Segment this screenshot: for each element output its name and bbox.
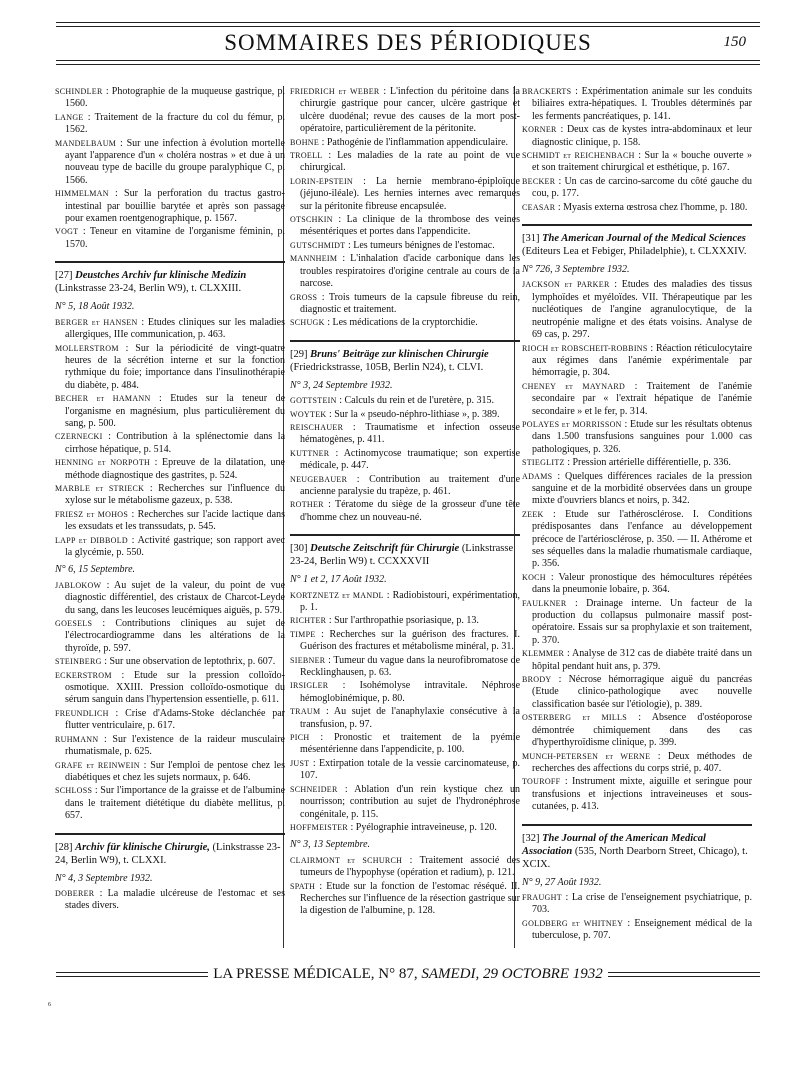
entry-author: GROSS <box>290 292 318 302</box>
entry <box>55 86 285 111</box>
entry-author: OSTERBERG et MILLS <box>522 713 627 723</box>
journal-info: (Linkstrasse 23-24, Berlin W9) t. CCXXXVII <box>290 543 514 568</box>
entry-list <box>290 86 520 330</box>
journal-title: The American Journal of the Medical Sciences <box>542 233 746 245</box>
entry-author: MARBLE et STRIECK <box>55 483 145 493</box>
entry-author: GOTTSTEIN <box>290 396 337 406</box>
entry-text: : L'infection du péritoine dans la chirurgie gastrique pour cancer, ulcère gastrique et ulcère duodénal; revue des causes de la mort post-opératoire, particulièrement de la péritonite. <box>300 86 520 135</box>
entry <box>55 535 285 560</box>
entry <box>290 317 520 329</box>
journal-title: Archiv für klinische Chirurgie, <box>75 841 210 853</box>
entry-author: LANGE <box>55 112 84 122</box>
entry <box>290 784 520 821</box>
journal-number: [30] <box>290 543 308 555</box>
footer-text <box>210 966 606 983</box>
entry-text: : Activité gastrique; son rapport avec la glycémie, p. 550. <box>65 534 285 558</box>
entry-text: : Traitement associé des tumeurs de l'hypophyse (opération et radium), p. 121. <box>300 854 521 879</box>
entry <box>522 572 752 597</box>
entry <box>55 226 285 251</box>
entry-text: : Radiobistouri, expérimentation, p. 1. <box>300 589 521 613</box>
entry-author: MANDELBAUM <box>55 138 117 148</box>
journal-number: [31] <box>522 233 540 245</box>
footer-date: SAMEDI, 29 OCTOBRE 1932 <box>421 966 603 982</box>
entry-text: : Trois tumeurs de la capsule fibreuse du rein, diagnostic et traitement. <box>300 291 521 315</box>
entry <box>55 888 285 913</box>
corner-mark: 6 <box>48 1002 51 1008</box>
entry <box>55 785 285 822</box>
entry-author: TROELL <box>290 151 323 161</box>
issue-heading: N° 6, 15 Septembre. <box>55 564 136 576</box>
entry-list <box>290 590 520 835</box>
entry-author: VOGT <box>55 227 79 237</box>
entry-text: : Isohémolyse intravitale. Néphrose hémoglobinémique, p. 80. <box>300 680 521 704</box>
entry-list <box>55 580 285 823</box>
entry-text: : Sur l'existence de la raideur musculaire rhumatismale, p. 625. <box>65 733 285 758</box>
journal-heading <box>55 261 285 295</box>
entry <box>55 618 285 655</box>
entry-text: : Deux méthodes de recherches des affections du corps strié, p. 407. <box>532 750 753 774</box>
entry-text: : Actinomycose traumatique; son expertise médicale, p. 447. <box>300 447 521 472</box>
entry-text: : Les maladies de la rate au point de vue chirurgical. <box>300 150 521 174</box>
journal-number: [32] <box>522 832 540 844</box>
journal-title: The Journal of the American Medical Association <box>522 832 706 857</box>
entry <box>290 474 520 499</box>
entry <box>522 457 752 469</box>
entry <box>290 137 520 149</box>
entry-text: : Deux cas de kystes intra-abdominaux et leur diagnostic clinique, p. 158. <box>532 124 753 148</box>
entry-author: JUST <box>290 758 310 768</box>
journal-title: Deutsche Zeitschrift für Chirurgie <box>310 543 460 555</box>
entry <box>522 648 752 673</box>
entry-text: : Les tumeurs bénignes de l'estomac. <box>347 239 495 251</box>
journal-heading <box>522 824 752 871</box>
entry-author: FRAUGHT <box>522 892 562 902</box>
entry-author: HOFFMEISTER <box>290 822 348 832</box>
entry-author: STIEGLITZ <box>522 458 565 468</box>
entry-text: : Ablation d'un rein kystique chez un nourrisson; contribution au sujet de l'hydronéphrose congénitale, p. 115. <box>300 783 520 820</box>
entry-author: RIOCH et ROBSCHEIT-ROBBINS <box>522 343 648 353</box>
entry-author: BOHNE <box>290 137 320 147</box>
entry-author: BERGER et HANSEN <box>55 317 138 327</box>
entry-text: : Contributions cliniques au sujet de l'électrocardiogramme dans les altérations de la thyroïde, p. 597. <box>65 618 285 654</box>
issue-heading: N° 4, 3 Septembre 1932. <box>55 872 153 884</box>
entry-text: : Calculs du rein et de l'uretère, p. 315. <box>339 395 495 407</box>
issue-heading: N° 726, 3 Septembre 1932. <box>522 264 630 276</box>
entry-author: MANNHEIM <box>290 254 338 264</box>
journal-heading <box>290 340 520 374</box>
footer-rule <box>608 972 760 973</box>
entry-text: : Traitement de la fracture du col du fémur, p. 1562. <box>65 111 286 136</box>
entry-text: : Etude sur l'athérosclérose. I. Conditions prédisposantes dans l'enfance au développement précoce de l'artériosclérose, p. 350. — II. Athérome et ses séquelles dans la maladie rhumatismale cardiaque, p. 356. <box>532 508 753 570</box>
issue-heading: N° 5, 18 Août 1932. <box>55 301 135 313</box>
journal-title: Bruns' Beiträge zur klinischen Chirurgie <box>310 348 489 360</box>
entry-author: SIEBNER <box>290 655 326 665</box>
entry <box>522 712 752 749</box>
entry-author: BECHER et HAMANN <box>55 394 151 404</box>
entry-author: ADAMS <box>522 471 553 481</box>
entry-text: : Quelques différences raciales de la pression sanguine et de la morbidité observées dans un groupe mixte d'ouvriers blancs et noirs, p. 342. <box>532 470 752 507</box>
entry <box>290 855 520 880</box>
entry-text: : Etude sur les résultats obtenus dans 1.500 transfusions sanguines pour 1.000 cas pathologiques, p. 326. <box>532 418 753 455</box>
entry-author: BRODY <box>522 675 552 685</box>
entry <box>522 509 752 571</box>
entry-text: : Tumeur du vague dans la neurofibromatose de Recklinghausen, p. 63. <box>300 654 521 679</box>
journal-info: (Linkstrasse 23-24, Berlin W9), t. CLXXIII. <box>55 283 242 295</box>
entry-text: : Etudes sur la teneur de l'organisme en magnésium, plus particulièrement du sang, p. 500. <box>65 393 286 429</box>
entry <box>522 343 752 380</box>
journal-heading <box>55 833 285 867</box>
entry <box>522 918 752 943</box>
entry <box>55 509 285 534</box>
entry-author: KLEMMER <box>522 649 565 659</box>
entry-text: : Contribution au traitement d'une ancienne paralysie du trapèze, p. 461. <box>300 473 521 497</box>
entry-author: GOLDBERG et WHITNEY <box>522 918 624 928</box>
entry <box>55 431 285 456</box>
entry-author: SCHUGK <box>290 318 325 328</box>
entry <box>290 422 520 447</box>
journal-number: [28] <box>55 841 73 853</box>
journal-number: [27] <box>55 270 73 282</box>
footer-issue: N° 87, <box>378 966 418 982</box>
entry-author: TRAUM <box>290 707 321 717</box>
header-rule <box>56 64 760 65</box>
entry-author: SCHMIDT et REICHENBACH <box>522 151 635 161</box>
entry <box>290 150 520 175</box>
entry <box>522 674 752 711</box>
entry-text: : La clinique de la thrombose des veines mésentériques et portes dans l'appendicite. <box>300 214 520 238</box>
page-title: SOMMAIRES DES PÉRIODIQUES <box>224 30 592 55</box>
journal-info: (535, North Dearborn Street, Chicago), t. XCIX. <box>522 845 748 870</box>
issue-heading: N° 3, 24 Septembre 1932. <box>290 379 393 391</box>
entry <box>290 253 520 290</box>
footer-rule <box>56 976 208 977</box>
entry-author: KORNER <box>522 125 557 135</box>
entry <box>522 471 752 508</box>
entry-author: LAPP et DIBBOLD <box>55 535 128 545</box>
entry <box>55 457 285 482</box>
entry-text: : Sur l'importance de la graisse et de l'albumine dans le traitement diététique du diabète mellitus, p. 657. <box>65 785 286 822</box>
entry <box>522 176 752 201</box>
footer-rule <box>56 972 208 973</box>
entry-text: : Etudes des maladies des tissus lymphoïdes et myéloïdes. VII. Thérapeutique par les nucléotiques de l'angine agranulocytique, de la neutropénie maligne et des états voisins. Analyse de 69 cas, p. 297. <box>532 279 752 341</box>
entry-author: FAULKNER <box>522 598 567 608</box>
entry-author: KUTTNER <box>290 448 330 458</box>
entry-author: CHENEY et MAYNARD <box>522 381 626 391</box>
entry-text: : Instrument mixte, aiguille et seringue pour transfusions et injections intraveineuses et sous-cutanées, p. 413. <box>532 776 753 813</box>
entry-author: STEINBERG <box>55 657 102 667</box>
entry-author: FREUNDLICH <box>55 708 109 718</box>
entry <box>522 419 752 456</box>
issue-heading: N° 1 et 2, 17 Août 1932. <box>290 574 387 586</box>
entry-text: : Sur l'emploi de pentose chez les diabétiques et chez les sujets normaux, p. 646. <box>65 759 286 783</box>
entry-text: : Sur la « bouche ouverte » et son traitement chirurgical et esthétique, p. 167. <box>532 150 753 174</box>
entry-text: : Un cas de carcino-sarcome du côté gauche du cou, p. 177. <box>532 175 752 200</box>
journal-info: (Editeurs Lea et Febiger, Philadelphie), t. CLXXXIV. <box>522 246 747 258</box>
entry-author: KORTZNETZ et MANDL <box>290 590 384 600</box>
entry-author: CEASAR <box>522 202 556 212</box>
entry-author: JABLOKOW <box>55 580 102 590</box>
entry-text: : Absence d'ostéoporose démontrée chimiquement dans des cas d'hyperthyroïdisme clinique, p. 399. <box>532 712 753 749</box>
entry-text: : Nécrose hémorragique aiguë du pancréas (Etude clinico-pathologique avec nouvelle classification basée sur l'étiologie), p. 389. <box>532 674 753 710</box>
entry-text: : Pathogénie de l'inflammation appendiculaire. <box>321 136 509 148</box>
journal-heading <box>522 224 752 258</box>
entry-text: : Drainage interne. Un facteur de la production du collapsus pulmonaire massif post-opératoire. Essais sur sa prophylaxie et son traitement, p. 370. <box>532 597 753 646</box>
journal-info: (Linkstrasse 23-24, Berlin W9), t. CLXXI. <box>55 841 281 866</box>
entry-author: SCHINDLER <box>55 87 103 96</box>
entry-text: : Enseignement médical de la tuberculose, p. 707. <box>532 917 753 942</box>
entry-author: GRAFE et REINWEIN <box>55 760 140 770</box>
entry-text: : Réaction réticulocytaire aux régimes dans l'anémie expérimentale par hémorragie, p. 304. <box>532 342 753 379</box>
entry-author: SPATH <box>290 881 316 891</box>
entry-text: : L'inhalation d'acide carbonique dans les troubles respiratoires d'origine centrale au cours de la narcose. <box>300 253 521 290</box>
entry-text: : Les médications de la cryptorchidie. <box>327 317 478 329</box>
entry <box>522 150 752 175</box>
entry <box>290 706 520 731</box>
entry-author: LORIN-EPSTEIN <box>290 176 354 186</box>
entry-author: MOLLERSTROM <box>55 343 119 353</box>
entry-text: : Epreuve de la dilatation, une méthode diagnostique des gastrites, p. 524. <box>65 457 285 481</box>
footer-rule <box>608 976 760 977</box>
entry-author: REISCHAUER <box>290 422 344 432</box>
entry-text: : Pronostic et traitement de la pyémie mésentérienne dans l'appendicite, p. 100. <box>300 732 521 756</box>
entry-text: : Sur la « pseudo-néphro-lithiase », p. 389. <box>328 408 500 420</box>
entry-text: : Sur une observation de leptothrix, p. 607. <box>104 656 276 668</box>
entry <box>522 751 752 776</box>
entry-text: : Recherches sur l'influence du xylose sur le métabolisme gazeux, p. 538. <box>65 482 285 507</box>
entry-list <box>290 395 520 524</box>
entry <box>55 483 285 508</box>
entry-author: POLAYES et MORRISSON <box>522 419 622 429</box>
entry <box>55 393 285 430</box>
entry <box>522 202 752 214</box>
issue-heading: N° 3, 13 Septembre. <box>290 839 371 851</box>
entry-text: : Teneur en vitamine de l'organisme féminin, p. 1570. <box>65 226 285 250</box>
entry-text: : Contribution à la splénectomie dans la cirrhose hépatique, p. 514. <box>65 431 286 455</box>
entry-author: HIMMELMAN <box>55 189 109 199</box>
entry-author: TOUROFF <box>522 777 561 787</box>
entry <box>290 499 520 524</box>
entry <box>522 124 752 149</box>
entry-author: RUHMANN <box>55 734 99 744</box>
entry-author: SCHLOSS <box>55 786 93 796</box>
entry <box>290 292 520 317</box>
entry-author: ECKERSTROM <box>55 670 112 680</box>
entry-text: : Au sujet de la valeur, du point de vue diagnostic différentiel, des cristaux de Charcot-Leyde du sang, dans les leucoses leucémiques aiguës, p. 579. <box>65 579 286 616</box>
entry-text: : Myasis externa œstrosa chez l'homme, p. 180. <box>557 201 748 213</box>
entry-text: : Au sujet de l'anaphylaxie consécutive à la transfusion, p. 97. <box>300 706 520 730</box>
entry-author: FRIESZ et MOHOS <box>55 509 129 519</box>
entry-text: : Traitement de l'anémie secondaire par « l'extrait hépatique de l'anémie secondaire » et le fer, p. 314. <box>532 380 752 417</box>
entry-text: : Sur la périodicité de vingt-quatre heures de la sécrétion interne et sur la fonction rythmique du foie; importance dans l'insulinothérapie du diabète, p. 484. <box>65 342 285 391</box>
entry-list <box>290 855 520 918</box>
page-header <box>56 20 760 64</box>
entry <box>290 758 520 783</box>
entry-author: NEUGEBAUER <box>290 474 348 484</box>
entry-text: : Expérimentation animale sur les conduits biliaires extra-hépatiques. I. Troubles déterminés par les ferments pancréatiques, p. 141. <box>532 86 753 122</box>
entry <box>290 448 520 473</box>
entry-text: : Recherches sur la guérison des fractures. I. Guérison des fractures et métabolisme minéral, p. 31. <box>300 628 520 653</box>
entry <box>522 892 752 917</box>
entry-text: : Photographie de la muqueuse gastrique, p. 1560. <box>65 86 286 110</box>
entry-author: BRACKERTS <box>522 87 572 96</box>
entry <box>290 590 520 615</box>
entry-author: GUTSCHMIDT <box>290 240 346 250</box>
entry-author: ROTHER <box>290 500 324 510</box>
entry-text: : Traumatisme et infection osseuse hématogènes, p. 411. <box>300 421 520 446</box>
entry-author: DOBERER <box>55 888 95 898</box>
entry <box>522 279 752 341</box>
entry <box>55 343 285 393</box>
entry <box>290 395 520 407</box>
entry-text: : Analyse de 312 cas de diabète traité dans un hôpital pendant huit ans, p. 379. <box>532 648 753 672</box>
entry-author: OTSCHKIN <box>290 215 333 225</box>
page-number: 150 <box>723 34 746 50</box>
entry-author: ZEEK <box>522 509 544 519</box>
footer-journal: LA PRESSE MÉDICALE, <box>213 966 375 982</box>
issue-heading: N° 9, 27 Août 1932. <box>522 876 602 888</box>
entry-text: : Etude sur la pression colloïdo-osmotique. XXIII. Pression colloïdo-osmotique du sérum sanguin dans l'hypertension essentielle, p. 611. <box>65 669 285 706</box>
entry <box>290 680 520 705</box>
entry-text: : Extirpation totale de la vessie carcinomateuse, p. 107. <box>300 757 521 782</box>
entry-author: IRSIGLER <box>290 681 329 691</box>
entry-text: : Sur la perforation du tractus gastro-intestinal par bouillie barytée et après son passage pour examen roentgenographique, p. 1567. <box>65 188 286 225</box>
entry <box>290 629 520 654</box>
entry <box>290 176 520 213</box>
entry-author: WOYTEK <box>290 409 327 419</box>
entry <box>290 822 520 834</box>
entry-author: TIMPE <box>290 629 316 639</box>
entry-author: BECKER <box>522 176 556 186</box>
entry-text: : Sur l'arthropathie psoriasique, p. 13. <box>328 615 479 627</box>
journal-info: (Friedrickstrasse, 105B, Berlin N24), t. CLVI. <box>290 361 484 373</box>
entry-author: CLAIRMONT et SCHURCH <box>290 855 403 865</box>
entry <box>290 86 520 136</box>
entry-text: : Sur une infection à évolution mortelle ayant l'apparence d'un « choléra nostras » et due à un nouveau type de bacille du groupe paralyphique C, p. 1566. <box>65 137 285 186</box>
entry-text: : La crise de l'enseignement psychiatrique, p. 703. <box>532 891 752 916</box>
journal-number: [29] <box>290 348 308 360</box>
entry-text: : Valeur pronostique des hémocultures répétées dans la pneumonie lobaire, p. 364. <box>532 571 752 596</box>
entry-text: : Etude sur la fonction de l'estomac réséqué. II. Recherches sur l'influence de la résection gastrique sur la digestion de l'albumine, p. 128. <box>300 880 520 917</box>
entry-author: GOESELS <box>55 619 93 629</box>
entry-text: : Etudes cliniques sur les maladies allergiques, IIIe communication, p. 463. <box>65 316 285 341</box>
page-footer <box>56 966 760 986</box>
entry-author: HENNING et NORPOTH <box>55 458 151 468</box>
entry-text: : Tératome du siège de la grosseur d'une tête d'homme chez un nouveau-né. <box>300 499 520 523</box>
entry-text: : La maladie ulcéreuse de l'estomac et ses stades divers. <box>65 887 285 912</box>
entry <box>55 580 285 617</box>
entry-text: : Crise d'Adams-Stoke déclanchée par flutter ventriculaire, p. 617. <box>65 707 286 732</box>
entry-author: CZERNECKI <box>55 432 103 442</box>
entry-list <box>55 888 285 913</box>
column-3 <box>522 86 752 944</box>
entry-list <box>522 86 752 214</box>
journal-heading <box>290 534 520 568</box>
entry <box>55 138 285 188</box>
entry-text: : Pression artérielle différentielle, p. 336. <box>567 457 731 469</box>
entry <box>290 732 520 757</box>
entry-author: PICH <box>290 733 310 743</box>
entry <box>522 598 752 648</box>
entry <box>290 409 520 421</box>
entry-author: SCHNEIDER <box>290 784 338 794</box>
entry <box>55 317 285 342</box>
entry-author: MUNCH-PETERSEN et WERNE <box>522 751 651 761</box>
entry <box>290 655 520 680</box>
header-rule <box>56 60 760 61</box>
entry <box>55 656 285 668</box>
entry <box>55 188 285 225</box>
entry <box>55 734 285 759</box>
entry <box>290 214 520 239</box>
entry <box>290 240 520 252</box>
journal-title: Deustches Archiv fur klinische Medizin <box>75 270 247 282</box>
entry-text: : Pyélographie intraveineuse, p. 120. <box>350 821 497 833</box>
entry-list <box>522 892 752 943</box>
entry <box>522 86 752 123</box>
entry <box>55 112 285 137</box>
entry <box>290 881 520 918</box>
entry-author: JACKSON et PARKER <box>522 280 610 290</box>
entry-author: KOCH <box>522 572 546 582</box>
entry <box>55 670 285 707</box>
entry <box>290 615 520 627</box>
column-2 <box>290 86 520 919</box>
entry-author: RICHTER <box>290 616 327 626</box>
entry <box>55 708 285 733</box>
entry-author: FRIEDRICH et WEBER <box>290 87 380 96</box>
column-1 <box>55 86 285 914</box>
entry-list <box>522 279 752 813</box>
header-rule <box>56 22 760 23</box>
entry-list <box>55 317 285 560</box>
entry-text: : La hernie membrano-épiploïque (jéjuno-iléale). Les hernies internes avec remarques sur la péritonite fibreuse encapsulée. <box>300 175 520 212</box>
entry <box>55 760 285 785</box>
entry-text: : Recherches sur l'acide lactique dans les exsudats et les transsudats, p. 545. <box>65 508 285 533</box>
entry <box>522 381 752 418</box>
entry <box>522 776 752 813</box>
header-rule <box>56 26 760 27</box>
entry-list <box>55 86 285 251</box>
